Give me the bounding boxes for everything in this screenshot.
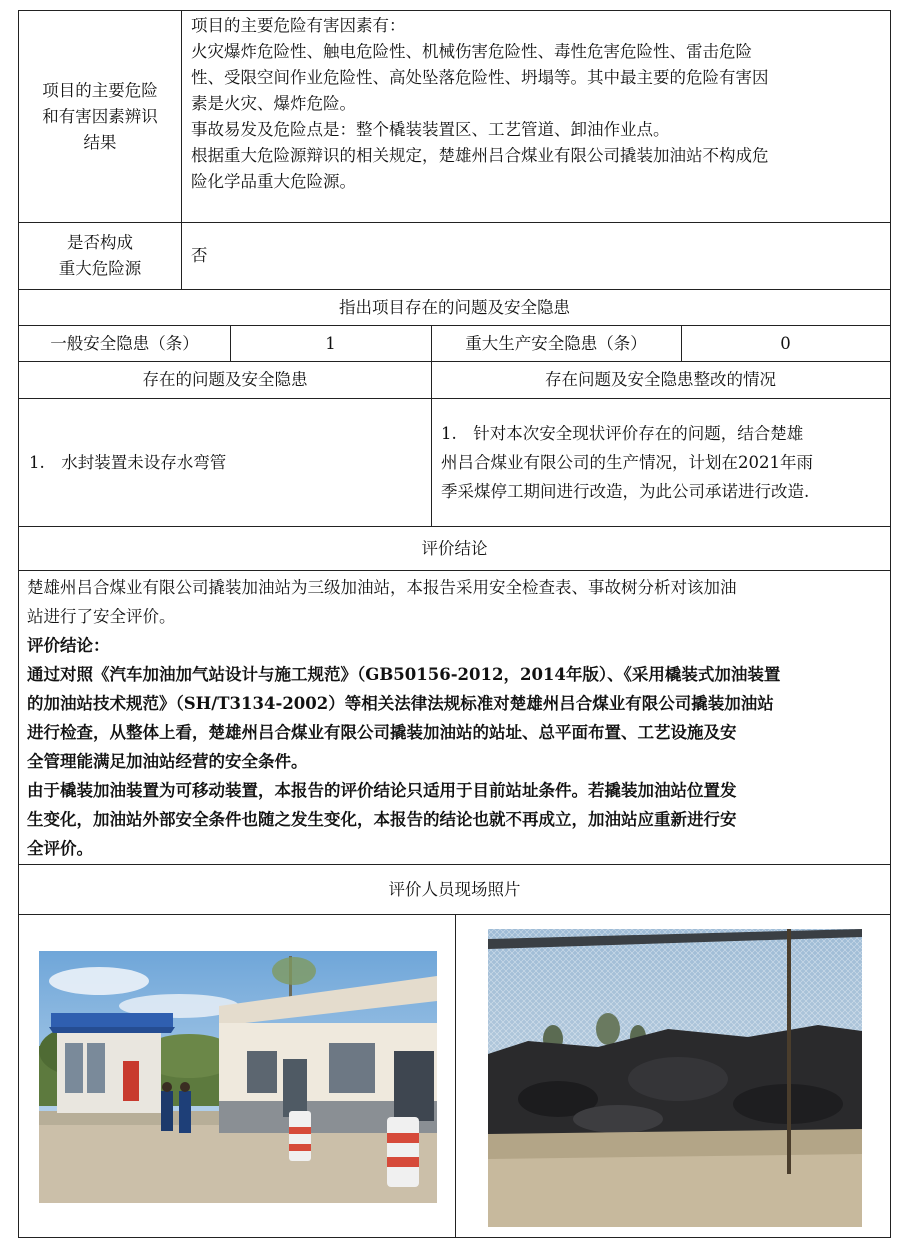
rectify-col-header-text: 存在问题及安全隐患整改的情况 bbox=[545, 370, 776, 389]
rectify-line: 1. 针对本次安全现状评价存在的问题，结合楚雄 bbox=[441, 424, 804, 443]
major-hazard-value-text: 否 bbox=[191, 246, 208, 265]
conclusion-body-row bbox=[19, 571, 890, 865]
conclusion-header: 评价结论 bbox=[421, 538, 488, 558]
general-hazard-count-text: 1 bbox=[325, 333, 336, 353]
report-page bbox=[18, 10, 891, 1238]
issues-header: 指出项目存在的问题及安全隐患 bbox=[339, 297, 570, 317]
general-hazard-count bbox=[230, 326, 431, 361]
hazard-content-cell bbox=[191, 11, 882, 222]
conclusion-body-line: 由于橇装加油装置为可移动装置，本报告的评价结论只适用于目前站址条件。若撬装加油站位置发 bbox=[27, 781, 737, 800]
major-hazard-row bbox=[19, 223, 890, 290]
conclusion-body-line: 通过对照《汽车加油加气站设计与施工规范》（GB50156-2012，2014年版）、《采用橇装式加油装置 bbox=[27, 665, 781, 684]
hazard-line: 火灾爆炸危险性、触电危险性、机械伤害危险性、毒性危害危险性、雷击危险 bbox=[191, 42, 752, 61]
issue-1-text: 1. 水封装置未设存水弯管 bbox=[29, 452, 227, 472]
conclusion-header-row bbox=[19, 527, 890, 571]
rectify-line: 州吕合煤业有限公司的生产情况，计划在2021年雨 bbox=[441, 453, 813, 472]
conclusion-intro-line: 楚雄州吕合煤业有限公司撬装加油站为三级加油站，本报告采用安全检查表、事故树分析对该加油 bbox=[27, 578, 737, 597]
conclusion-body-line: 生变化，加油站外部安全条件也随之发生变化，本报告的结论也就不再成立，加油站应重新进行安 bbox=[27, 810, 737, 829]
photos-header: 评价人员现场照片 bbox=[388, 879, 521, 899]
hazard-label-cell bbox=[19, 11, 181, 222]
hazard-label-line1: 项目的主要危险 bbox=[42, 80, 158, 100]
hazard-line: 险化学品重大危险源。 bbox=[191, 172, 356, 191]
issue-cell bbox=[29, 399, 427, 526]
gas-station-photo bbox=[39, 951, 437, 1203]
general-hazard-label-text: 一般安全隐患（条） bbox=[50, 333, 199, 353]
photos-header-row bbox=[19, 865, 890, 915]
hazard-line: 根据重大危险源辩识的相关规定，楚雄州吕合煤业有限公司撬装加油站不构成危 bbox=[191, 146, 769, 165]
rectify-col-header bbox=[431, 362, 890, 398]
photos-row bbox=[19, 915, 890, 1237]
major-hazard-count-label bbox=[431, 326, 681, 361]
major-hazard-label-line1: 是否构成 bbox=[67, 233, 133, 252]
general-hazard-label bbox=[19, 326, 230, 361]
major-hazard-count-label-text: 重大生产安全隐患（条） bbox=[465, 333, 647, 353]
hazard-line: 项目的主要危险有害因素有： bbox=[191, 16, 406, 35]
hazard-line: 性、受限空间作业危险性、高处坠落危险性、坍塌等。其中最主要的危险有害因 bbox=[191, 68, 769, 87]
issues-col-header bbox=[19, 362, 431, 398]
rectify-cell bbox=[441, 399, 884, 526]
issues-header-row bbox=[19, 290, 890, 326]
hazard-label-line3: 结果 bbox=[83, 132, 117, 152]
conclusion-body-line: 的加油站技术规范》（SH/T3134-2002）等相关法律法规标准对楚雄州吕合煤业有限公司撬装加油站 bbox=[27, 694, 774, 713]
conclusion-heading: 评价结论： bbox=[27, 636, 110, 655]
counts-row bbox=[19, 326, 890, 362]
conclusion-intro-line: 站进行了安全评价。 bbox=[27, 607, 176, 626]
issues-col-header-text: 存在的问题及安全隐患 bbox=[142, 370, 308, 389]
conclusion-body-line: 全管理能满足加油站经营的安全条件。 bbox=[27, 752, 308, 771]
coal-pile-photo bbox=[488, 929, 862, 1227]
major-hazard-label-cell bbox=[19, 223, 181, 289]
conclusion-body-line: 全评价。 bbox=[27, 839, 93, 858]
issues-table-header-row bbox=[19, 362, 890, 399]
hazard-row bbox=[19, 11, 890, 223]
hazard-line: 素是火灾、爆炸危险。 bbox=[191, 94, 356, 113]
issue-row bbox=[19, 399, 890, 527]
major-hazard-value bbox=[191, 223, 882, 289]
hazard-line: 事故易发及危险点是：整个橇装装置区、工艺管道、卸油作业点。 bbox=[191, 120, 670, 139]
rectify-line: 季采煤停工期间进行改造，为此公司承诺进行改造. bbox=[441, 482, 810, 501]
major-hazard-count bbox=[681, 326, 890, 361]
major-hazard-label-line2: 重大危险源 bbox=[58, 259, 142, 278]
conclusion-body-line: 进行检查，从整体上看，楚雄州吕合煤业有限公司撬装加油站的站址、总平面布置、工艺设施及安 bbox=[27, 723, 737, 742]
major-hazard-count-text: 0 bbox=[780, 333, 791, 353]
hazard-label-line2: 和有害因素辨识 bbox=[42, 106, 158, 126]
